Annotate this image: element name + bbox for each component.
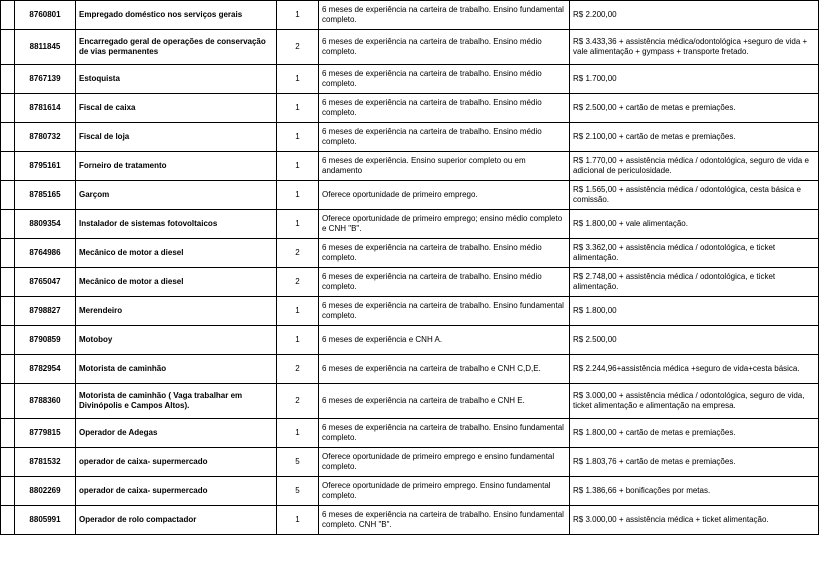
table-body (1, 1, 819, 535)
vacancy-count: 2 (277, 239, 319, 268)
job-title: Mecânico de motor a diesel (76, 239, 277, 268)
job-title: Estoquista (76, 65, 277, 94)
salary-benefits: R$ 1.803,76 + cartão de metas e premiações. (570, 448, 819, 477)
vacancy-count: 1 (277, 210, 319, 239)
table-row (1, 181, 819, 210)
salary-benefits: R$ 2.244,96+assistência médica +seguro de vida+cesta básica. (570, 355, 819, 384)
requirements: 6 meses de experiência na carteira de trabalho. Ensino médio completo. (319, 268, 570, 297)
salary-benefits: R$ 2.748,00 + assistência médica / odontológica, e ticket alimentação. (570, 268, 819, 297)
vacancy-count: 1 (277, 152, 319, 181)
vacancy-count: 2 (277, 268, 319, 297)
table-row (1, 210, 819, 239)
row-margin-cell (1, 65, 15, 94)
vacancy-code: 8798827 (15, 297, 76, 326)
table-row (1, 268, 819, 297)
requirements: Oferece oportunidade de primeiro emprego; ensino médio completo e CNH "B". (319, 210, 570, 239)
job-title: Operador de Adegas (76, 419, 277, 448)
salary-benefits: R$ 2.500,00 + cartão de metas e premiações. (570, 94, 819, 123)
job-title: Operador de rolo compactador (76, 506, 277, 535)
table-row (1, 384, 819, 419)
row-margin-cell (1, 384, 15, 419)
salary-benefits: R$ 1.800,00 (570, 297, 819, 326)
vacancy-count: 1 (277, 1, 319, 30)
requirements: 6 meses de experiência na carteira de trabalho e CNH C,D,E. (319, 355, 570, 384)
table-row (1, 448, 819, 477)
vacancy-code: 8760801 (15, 1, 76, 30)
requirements: 6 meses de experiência na carteira de trabalho. Ensino fundamental completo. CNH "B". (319, 506, 570, 535)
job-title: Mecânico de motor a diesel (76, 268, 277, 297)
salary-benefits: R$ 3.362,00 + assistência médica / odontológica, e ticket alimentação. (570, 239, 819, 268)
table-row (1, 1, 819, 30)
vacancy-count: 2 (277, 30, 319, 65)
vacancy-count: 1 (277, 419, 319, 448)
requirements: 6 meses de experiência na carteira de trabalho. Ensino médio completo. (319, 30, 570, 65)
vacancy-code: 8790859 (15, 326, 76, 355)
salary-benefits: R$ 3.000,00 + assistência médica / odontológica, seguro de vida, ticket alimentação e alimentação na empresa. (570, 384, 819, 419)
requirements: Oferece oportunidade de primeiro emprego. (319, 181, 570, 210)
vacancy-code: 8780732 (15, 123, 76, 152)
job-title: operador de caixa- supermercado (76, 477, 277, 506)
vacancy-count: 1 (277, 94, 319, 123)
requirements: 6 meses de experiência na carteira de trabalho. Ensino fundamental completo. (319, 297, 570, 326)
requirements: 6 meses de experiência na carteira de trabalho. Ensino médio completo. (319, 94, 570, 123)
row-margin-cell (1, 1, 15, 30)
row-margin-cell (1, 123, 15, 152)
vacancy-count: 1 (277, 181, 319, 210)
row-margin-cell (1, 30, 15, 65)
vacancy-code: 8795161 (15, 152, 76, 181)
vacancy-count: 1 (277, 326, 319, 355)
table-row (1, 30, 819, 65)
row-margin-cell (1, 152, 15, 181)
job-title: Fiscal de loja (76, 123, 277, 152)
requirements: 6 meses de experiência na carteira de trabalho e CNH E. (319, 384, 570, 419)
vacancy-code: 8779815 (15, 419, 76, 448)
table-row (1, 355, 819, 384)
row-margin-cell (1, 297, 15, 326)
vacancy-code: 8765047 (15, 268, 76, 297)
vacancy-count: 5 (277, 477, 319, 506)
salary-benefits: R$ 3.000,00 + assistência médica + ticket alimentação. (570, 506, 819, 535)
job-title: Merendeiro (76, 297, 277, 326)
table-row (1, 477, 819, 506)
vacancy-code: 8785165 (15, 181, 76, 210)
vacancy-code: 8811845 (15, 30, 76, 65)
row-margin-cell (1, 419, 15, 448)
vacancy-code: 8805991 (15, 506, 76, 535)
vacancy-code: 8802269 (15, 477, 76, 506)
requirements: 6 meses de experiência. Ensino superior completo ou em andamento (319, 152, 570, 181)
job-title: Encarregado geral de operações de conservação de vias permanentes (76, 30, 277, 65)
table-row (1, 297, 819, 326)
vacancy-code: 8764986 (15, 239, 76, 268)
vacancy-code: 8809354 (15, 210, 76, 239)
requirements: 6 meses de experiência na carteira de trabalho. Ensino médio completo. (319, 239, 570, 268)
requirements: 6 meses de experiência na carteira de trabalho. Ensino fundamental completo. (319, 1, 570, 30)
requirements: Oferece oportunidade de primeiro emprego. Ensino fundamental completo. (319, 477, 570, 506)
vacancy-code: 8781532 (15, 448, 76, 477)
row-margin-cell (1, 268, 15, 297)
vacancy-count: 2 (277, 355, 319, 384)
row-margin-cell (1, 355, 15, 384)
salary-benefits: R$ 1.700,00 (570, 65, 819, 94)
job-title: Garçom (76, 181, 277, 210)
vacancy-count: 1 (277, 297, 319, 326)
job-title: Motoboy (76, 326, 277, 355)
vacancy-code: 8788360 (15, 384, 76, 419)
row-margin-cell (1, 181, 15, 210)
salary-benefits: R$ 1.386,66 + bonificações por metas. (570, 477, 819, 506)
table-row (1, 239, 819, 268)
requirements: 6 meses de experiência na carteira de trabalho. Ensino médio completo. (319, 65, 570, 94)
table-row (1, 94, 819, 123)
table-row (1, 152, 819, 181)
job-title: operador de caixa- supermercado (76, 448, 277, 477)
vacancy-count: 1 (277, 65, 319, 94)
requirements: 6 meses de experiência na carteira de trabalho. Ensino fundamental completo. (319, 419, 570, 448)
vacancy-code: 8767139 (15, 65, 76, 94)
salary-benefits: R$ 2.500,00 (570, 326, 819, 355)
row-margin-cell (1, 210, 15, 239)
salary-benefits: R$ 3.433,36 + assistência médica/odontológica +seguro de vida + vale alimentação + gympass + transporte fretado. (570, 30, 819, 65)
vacancy-count: 1 (277, 123, 319, 152)
table-row (1, 123, 819, 152)
job-title: Instalador de sistemas fotovoltaicos (76, 210, 277, 239)
vacancy-code: 8782954 (15, 355, 76, 384)
salary-benefits: R$ 1.800,00 + cartão de metas e premiações. (570, 419, 819, 448)
row-margin-cell (1, 506, 15, 535)
table-row (1, 506, 819, 535)
vacancy-code: 8781614 (15, 94, 76, 123)
table-row (1, 419, 819, 448)
vacancy-count: 2 (277, 384, 319, 419)
job-title: Forneiro de tratamento (76, 152, 277, 181)
vacancy-count: 5 (277, 448, 319, 477)
requirements: 6 meses de experiência na carteira de trabalho. Ensino médio completo. (319, 123, 570, 152)
table-row (1, 326, 819, 355)
salary-benefits: R$ 1.565,00 + assistência médica / odontológica, cesta básica e comissão. (570, 181, 819, 210)
row-margin-cell (1, 94, 15, 123)
row-margin-cell (1, 239, 15, 268)
row-margin-cell (1, 448, 15, 477)
salary-benefits: R$ 1.770,00 + assistência médica / odontológica, seguro de vida e adicional de periculosidade. (570, 152, 819, 181)
job-title: Empregado doméstico nos serviços gerais (76, 1, 277, 30)
requirements: Oferece oportunidade de primeiro emprego e ensino fundamental completo. (319, 448, 570, 477)
job-title: Fiscal de caixa (76, 94, 277, 123)
job-title: Motorista de caminhão (76, 355, 277, 384)
requirements: 6 meses de experiência e CNH A. (319, 326, 570, 355)
table-row (1, 65, 819, 94)
row-margin-cell (1, 326, 15, 355)
row-margin-cell (1, 477, 15, 506)
job-title: Motorista de caminhão ( Vaga trabalhar em Divinópolis e Campos Altos). (76, 384, 277, 419)
vacancy-count: 1 (277, 506, 319, 535)
salary-benefits: R$ 1.800,00 + vale alimentação. (570, 210, 819, 239)
salary-benefits: R$ 2.100,00 + cartão de metas e premiações. (570, 123, 819, 152)
salary-benefits: R$ 2.200,00 (570, 1, 819, 30)
